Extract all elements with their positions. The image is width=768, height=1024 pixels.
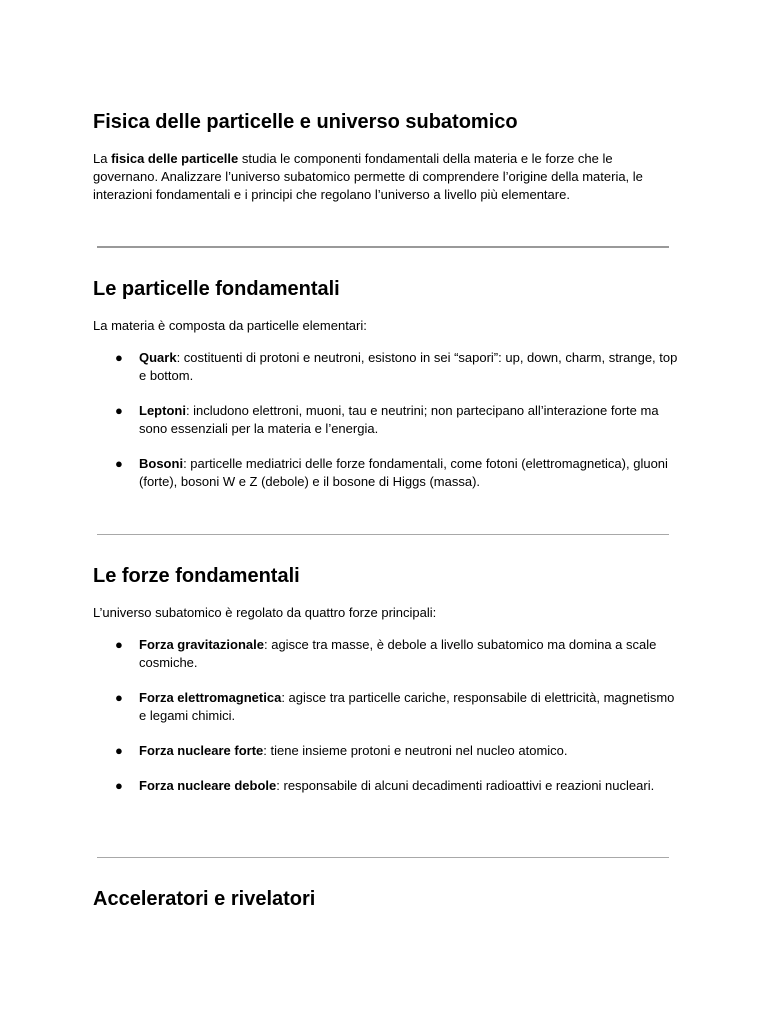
section-heading-particles: Le particelle fondamentali (93, 278, 340, 300)
intro-suffix: studia le componenti fondamentali della materia e le forze che le governano. Analizzare l’universo subatomico permette di comprendere l’origine della materia, le interazioni fondamentali e i principi che regolano l’universo a livello più elementare. (93, 151, 643, 202)
list-item-term: Quark (139, 350, 177, 365)
bullet-icon: ● (115, 350, 123, 365)
intro-paragraph (93, 150, 678, 204)
section-divider (97, 857, 669, 858)
list-item (93, 777, 683, 795)
list-item-term: Forza gravitazionale (139, 637, 264, 652)
section-heading-accelerators: Acceleratori e rivelatori (93, 888, 316, 910)
particles-intro: La materia è composta da particelle elementari: (93, 318, 367, 333)
bullet-icon: ● (115, 403, 123, 418)
bullet-icon: ● (115, 690, 123, 705)
list-item-text: : agisce tra masse, è debole a livello subatomico ma domina a scale cosmiche. (139, 637, 657, 670)
list-item-term: Forza nucleare forte (139, 743, 264, 758)
document-title: Fisica delle particelle e universo subatomico (93, 111, 518, 133)
particles-list (93, 349, 683, 491)
list-item-text: : particelle mediatrici delle forze fondamentali, come fotoni (elettromagnetica), gluoni (forte), bosoni W e Z (debole) e il bosone di Higgs (massa). (139, 456, 668, 489)
intro-bold-term: fisica delle particelle (111, 151, 239, 166)
list-item (93, 349, 683, 385)
list-item-term: Leptoni (139, 403, 186, 418)
bullet-icon: ● (115, 778, 123, 793)
bullet-icon: ● (115, 637, 123, 652)
list-item (93, 402, 683, 438)
forces-list (93, 636, 683, 795)
section-heading-forces: Le forze fondamentali (93, 565, 300, 587)
intro-prefix: La (93, 151, 112, 166)
list-item-term: Bosoni (139, 456, 184, 471)
list-item (93, 742, 683, 760)
list-item (93, 636, 683, 672)
list-item-text: : costituenti di protoni e neutroni, esistono in sei “sapori”: up, down, charm, strange, top e bottom. (139, 350, 678, 383)
list-item (93, 689, 683, 725)
list-item-text: : tiene insieme protoni e neutroni nel nucleo atomico. (263, 743, 568, 758)
list-item (93, 455, 683, 491)
list-item-text: : agisce tra particelle cariche, responsabile di elettricità, magnetismo e legami chimici. (139, 690, 675, 723)
forces-intro: L’universo subatomico è regolato da quattro forze principali: (93, 605, 437, 620)
list-item-term: Forza elettromagnetica (139, 690, 282, 705)
list-item-text: : responsabile di alcuni decadimenti radioattivi e reazioni nucleari. (276, 778, 655, 793)
section-divider (97, 246, 669, 248)
section-divider (97, 534, 669, 535)
list-item-term: Forza nucleare debole (139, 778, 277, 793)
list-item-text: : includono elettroni, muoni, tau e neutrini; non partecipano all’interazione forte ma sono essenziali per la materia e l’energia. (139, 403, 659, 436)
bullet-icon: ● (115, 743, 123, 758)
bullet-icon: ● (115, 456, 123, 471)
